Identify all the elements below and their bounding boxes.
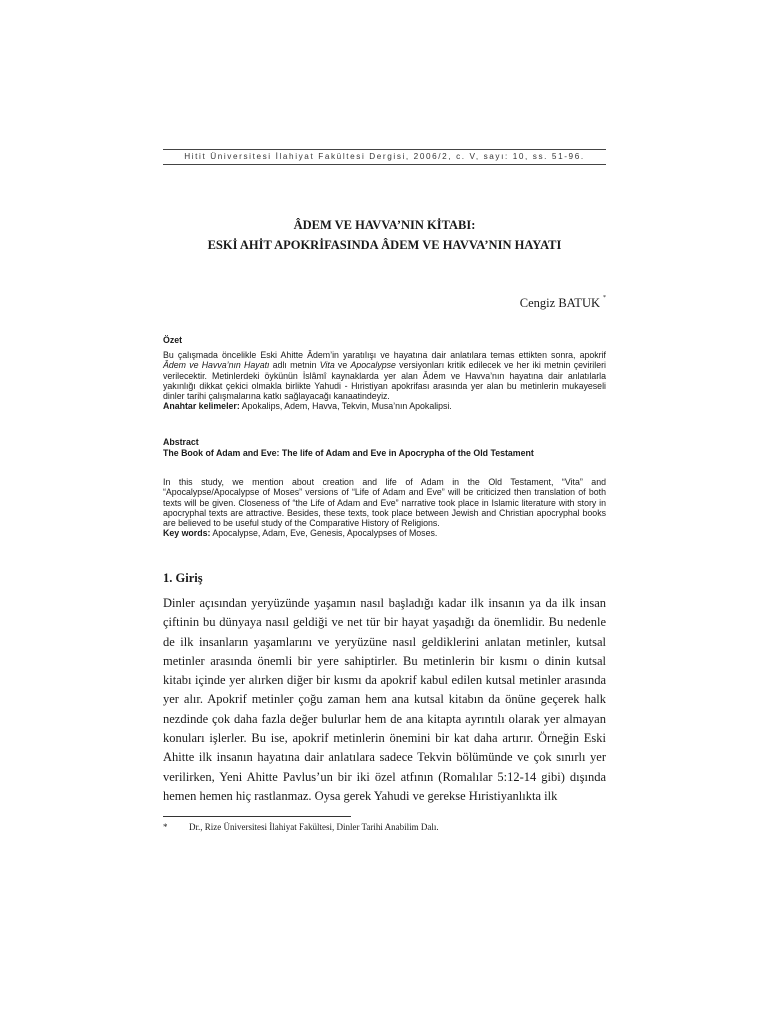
abstract-keywords-label: Key words: bbox=[163, 528, 211, 539]
ozet-emphasis-3: Apocalypse bbox=[350, 360, 396, 371]
ozet-heading: Özet bbox=[163, 335, 183, 345]
abstract-keywords: Apocalypse, Adam, Eve, Genesis, Apocalypses of Moses. bbox=[210, 528, 438, 539]
ozet-paragraph bbox=[163, 350, 606, 412]
author-name: Cengiz BATUK bbox=[519, 296, 600, 310]
footnote-marker: * bbox=[163, 822, 168, 832]
body-paragraph: Dinler açısından yeryüzünde yaşamın nasıl başladığı kadar ilk insanın ya da ilk insan çiftinin bu dünyaya nasıl geldiği ve net tür bir hayat yaşadığı da önemlidir. Bu nedenle de ilk insanların yaşamlarını ve yeryüzüne nasıl geldiklerini anlatan metinler, kutsal metinler arasında önemli bir yere sahiptirler. Bu metinlerin bir kısmı o dinin kutsal kitabı içinde yer alırken diğer bir kısmı da apokrif kabul edilen kutsal metinler arasında yer alır. Apokrif metinler çoğu zaman hem ana kutsal kitabın da önüne geçerek halk nezdinde çok daha fazla değer bulurlar hem de ana kitapta ayrıntılı olarak yer almayan konuları işlerler. Bu ise, apokrif metinlerin önemini bir kat daha artırır. Örneğin Eski Ahitte ilk insanın hayatına dair anlatılara sadece Tekvin bölümünde ve çok sınırlı yer verilirken, Yeni Ahitte Pavlus’un bir iki özel atfının (Romalılar 5:12-14 gibi) dışında hemen hemen hiç rastlanmaz. Oysa gerek Yahudi ve gerekse Hıristiyanlıkta ilk bbox=[163, 596, 606, 803]
ozet-text-1: Bu çalışmada öncelikle Eski Ahitte Âdem’in yaratılışı ve hayatına dair anlatılara temas ettikten sonra, apokrif bbox=[163, 350, 606, 360]
header-rule-bottom bbox=[163, 164, 606, 165]
ozet-text-4: versiyonları kritik edilecek ve her iki metnin çevirileri verilecektir. Metinlerdeki öykünün İslâmî kaynaklarda yer alan Âdem ve Havva’nın hayatına dair anlatılarla yakınlığı dikkat çekici olmakla birlikte Yahudi - Hıristiyan apokrifası arasında yer alan bu metinlerin mukayeseli dinler tarihi çalışmalarına katkı sağlayacağı kanaatindeyiz. bbox=[163, 360, 606, 402]
ozet-text-2: adlı metnin bbox=[269, 360, 320, 371]
ozet-emphasis-1: Âdem ve Havva’nın Hayatı bbox=[163, 360, 270, 371]
ozet-emphasis-2: Vita bbox=[319, 360, 335, 371]
ozet-text-3: ve bbox=[334, 360, 351, 371]
abstract-title: The Book of Adam and Eve: The life of Adam and Eve in Apocrypha of the Old Testament bbox=[163, 448, 534, 458]
footnote bbox=[163, 822, 606, 832]
ozet-keywords-label: Anahtar kelimeler: bbox=[163, 401, 240, 412]
article-title-line1: ÂDEM VE HAVVA’NIN KİTABI: bbox=[293, 218, 476, 232]
header-rule-top bbox=[163, 149, 606, 150]
abstract-text: In this study, we mention about creation and life of Adam in the Old Testament, “Vita” and “Apocalypse/Apocalypse of Moses” versions of “Life of Adam and Eve” will be criticized then translation of both texts will be given. Closeness of “the Life of Adam and Eve” narrative took place in Islamic literature with story in apocryphal texts are attractive. Besides, these texts, took place between Jewish and Christian apocryphal books are believed to be useful study of the Comparative History of Religions. bbox=[163, 477, 606, 529]
author-footnote-marker: * bbox=[603, 295, 606, 301]
author-line bbox=[520, 296, 606, 311]
article-title-line2: ESKİ AHİT APOKRİFASINDA ÂDEM VE HAVVA’NIN HAYATI bbox=[207, 238, 562, 252]
footnote-text: Dr., Rize Üniversitesi İlahiyat Fakültesi, Dinler Tarihi Anabilim Dalı. bbox=[189, 822, 439, 832]
abstract-paragraph bbox=[163, 477, 606, 539]
abstract-heading: Abstract bbox=[163, 437, 199, 447]
ozet-keywords: Apokalips, Adem, Havva, Tekvin, Musa’nın Apokalipsi. bbox=[239, 401, 452, 412]
footnote-rule bbox=[163, 816, 351, 817]
section-heading: 1. Giriş bbox=[163, 571, 203, 585]
running-header: Hitit Üniversitesi İlahiyat Fakültesi Dergisi, 2006/2, c. V, sayı: 10, ss. 51-96. bbox=[184, 152, 585, 161]
